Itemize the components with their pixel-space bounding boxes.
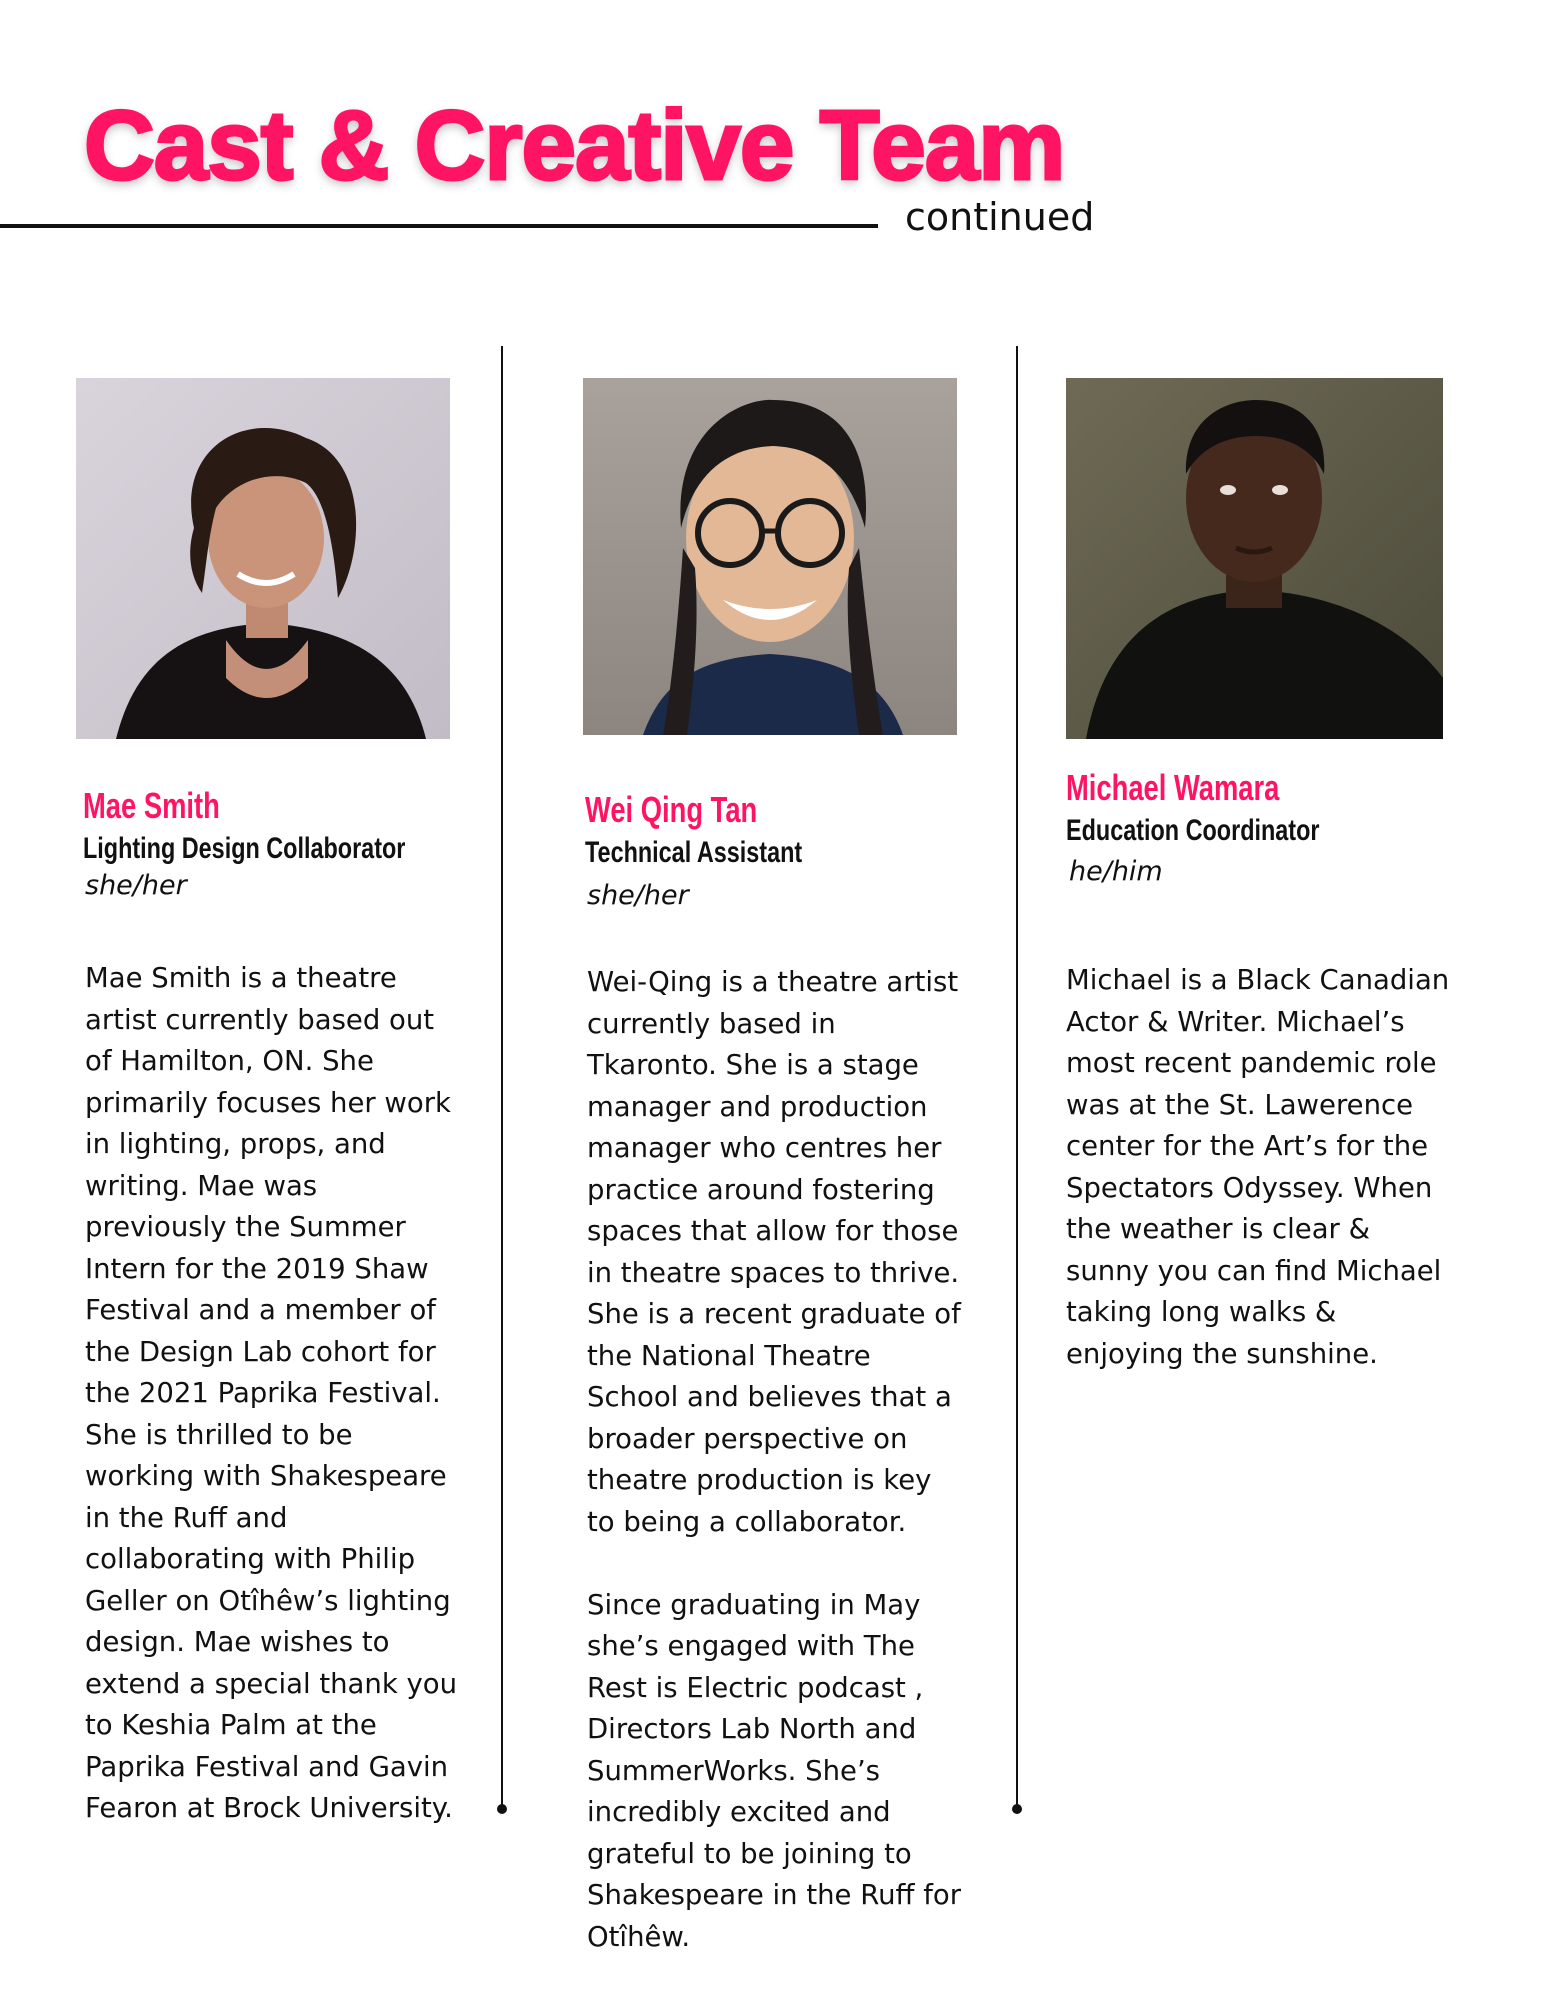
headshot-photo [1066, 378, 1443, 739]
bio-line: Directors Lab North and [587, 1713, 917, 1745]
bio-line: to Keshia Palm at the [85, 1709, 377, 1741]
bio-line: Tkaronto. She is a stage [587, 1049, 919, 1081]
bio-line: design. Mae wishes to [85, 1626, 390, 1658]
bio-line: to being a collaborator. [587, 1505, 907, 1538]
bio-line: writing. Mae was [85, 1169, 318, 1202]
bio-line: She is a recent graduate of [587, 1298, 961, 1330]
person-role: Education Coordinator [1066, 814, 1320, 847]
bio-line: in the Ruff and [85, 1501, 288, 1534]
bio-line: the 2021 Paprika Festival. [85, 1377, 441, 1409]
bio-line: Actor & Writer. Michael’s [1066, 1005, 1405, 1038]
column-divider [1016, 346, 1018, 1808]
person-name: Michael Wamara [1066, 767, 1280, 808]
person-name: Mae Smith [83, 785, 220, 826]
bio-line: primarily focuses her work [85, 1086, 451, 1119]
title-underline [0, 224, 878, 228]
column-divider [501, 346, 503, 1808]
bio-line: Spectators Odyssey. When [1066, 1171, 1433, 1204]
person-pronouns: she/her [85, 870, 187, 901]
bio-line: Mae Smith is a theatre [85, 962, 397, 994]
bio-line: Michael is a Black Canadian [1066, 964, 1450, 996]
bio-line: previously the Summer [85, 1211, 406, 1243]
bio-line: center for the Art’s for the [1066, 1130, 1429, 1162]
bio-line: Geller on Otîhêw’s lighting [85, 1584, 451, 1617]
bio-line: artist currently based out [85, 1003, 435, 1036]
bio-line: in theatre spaces to thrive. [587, 1256, 960, 1289]
person-bio [587, 962, 961, 1958]
bio-line: Paprika Festival and Gavin [85, 1750, 449, 1783]
person-pronouns: she/her [587, 880, 689, 911]
person-pronouns: he/him [1069, 856, 1163, 887]
bio-line: manager who centres her [587, 1132, 942, 1164]
bio-line: SummerWorks. She’s [587, 1754, 881, 1787]
bio-line: most recent pandemic role [1066, 1047, 1437, 1079]
bio-line: she’s engaged with The [587, 1630, 915, 1662]
headshot-photo [76, 378, 450, 739]
page-subtitle: continued [905, 195, 1095, 239]
bio-line: Rest is Electric podcast , [587, 1671, 924, 1704]
bio-line: was at the St. Lawerence [1066, 1088, 1414, 1121]
bio-line: theatre production is key [587, 1464, 932, 1496]
bio-line: grateful to be joining to [587, 1837, 912, 1870]
person-name: Wei Qing Tan [585, 789, 758, 830]
bio-line: She is thrilled to be [85, 1418, 353, 1451]
bio-line: Fearon at Brock University. [85, 1792, 453, 1824]
bio-line: the weather is clear & [1066, 1213, 1371, 1245]
bio-line: sunny you can find Michael [1066, 1254, 1442, 1287]
bio-line: collaborating with Philip [85, 1543, 416, 1575]
bio-line: the National Theatre [587, 1339, 871, 1372]
bio-line: extend a special thank you [85, 1667, 458, 1700]
bio-line: currently based in [587, 1007, 836, 1040]
bio-line: taking long walks & [1066, 1296, 1337, 1328]
bio-line: the Design Lab cohort for [85, 1335, 436, 1368]
bio-line: practice around fostering [587, 1173, 935, 1206]
bio-line: Otîhêw. [587, 1920, 691, 1953]
bio-line: Festival and a member of [85, 1294, 436, 1326]
bio-line: incredibly excited and [587, 1796, 891, 1828]
bio-line: Shakespeare in the Ruff for [587, 1879, 962, 1911]
bio-line: School and believes that a [587, 1381, 952, 1413]
bio-line: Since graduating in May [587, 1588, 921, 1621]
bio-line: in lighting, props, and [85, 1128, 386, 1160]
bio-line: Intern for the 2019 Shaw [85, 1252, 429, 1285]
bio-line: broader perspective on [587, 1422, 908, 1455]
headshot-photo [583, 378, 957, 735]
page-title: Cast & Creative Team [84, 90, 1065, 200]
bio-line: manager and production [587, 1090, 928, 1123]
bio-line: working with Shakespeare [85, 1460, 447, 1492]
bio-line: of Hamilton, ON. She [85, 1045, 374, 1077]
bio-line: spaces that allow for those [587, 1215, 959, 1247]
paragraph-gap [587, 1543, 961, 1585]
person-role: Lighting Design Collaborator [83, 832, 406, 865]
bio-line: Wei-Qing is a theatre artist [587, 966, 959, 998]
person-bio [1066, 960, 1449, 1375]
bio-line: enjoying the sunshine. [1066, 1337, 1378, 1370]
person-bio [85, 958, 457, 1830]
person-role: Technical Assistant [585, 836, 803, 869]
